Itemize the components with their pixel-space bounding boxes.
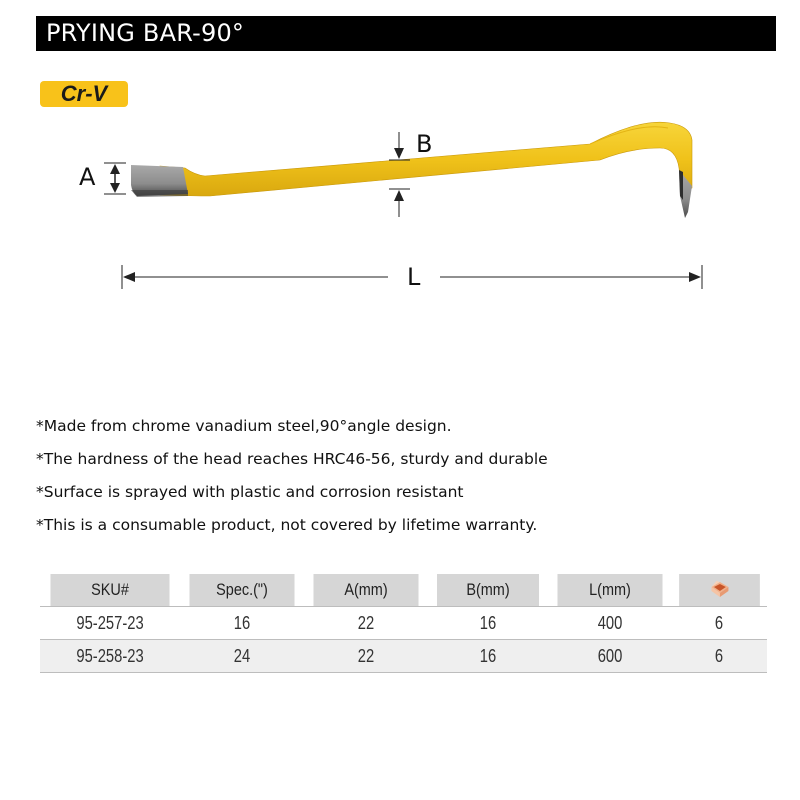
table-row: [40, 640, 767, 673]
header-pack: [679, 574, 760, 607]
dimension-label-a: A: [79, 163, 96, 191]
cell-a: 22: [304, 640, 428, 673]
dimension-label-b: B: [416, 130, 433, 158]
material-badge: [40, 81, 128, 107]
cell-a: 22: [304, 607, 428, 640]
cell-sku: 95-258-23: [40, 640, 180, 673]
spec-table: [40, 574, 767, 673]
header-b: B(mm): [437, 574, 539, 607]
cell-spec: 24: [180, 640, 304, 673]
cell-sku: 95-257-23: [40, 607, 180, 640]
box-icon: [708, 578, 730, 598]
cell-b: 16: [428, 607, 548, 640]
cell-pack: 6: [672, 640, 767, 673]
cell-pack: 6: [672, 607, 767, 640]
header-spec: Spec.("): [189, 574, 294, 607]
feature-item: *This is a consumable product, not covered by lifetime warranty.: [36, 516, 538, 534]
cell-l: 600: [548, 640, 672, 673]
prying-bar-illustration: [0, 110, 800, 310]
header-a: A(mm): [313, 574, 418, 607]
header-l: L(mm): [557, 574, 662, 607]
table-header-row: [40, 574, 767, 607]
feature-item: *Made from chrome vanadium steel,90°angle design.: [36, 417, 452, 435]
cell-l: 400: [548, 607, 672, 640]
cell-spec: 16: [180, 607, 304, 640]
feature-item: *Surface is sprayed with plastic and corrosion resistant: [36, 483, 464, 501]
cell-b: 16: [428, 640, 548, 673]
header-sku: SKU#: [51, 574, 170, 607]
feature-list: [36, 410, 756, 542]
table-row: [40, 607, 767, 640]
material-badge-label: Cr-V: [60, 81, 108, 106]
feature-item: *The hardness of the head reaches HRC46-56, sturdy and durable: [36, 450, 548, 468]
dimension-label-l: L: [407, 263, 421, 291]
page-title: PRYING BAR-90°: [46, 19, 245, 47]
product-diagram: [0, 110, 800, 310]
title-bar: [36, 16, 776, 51]
